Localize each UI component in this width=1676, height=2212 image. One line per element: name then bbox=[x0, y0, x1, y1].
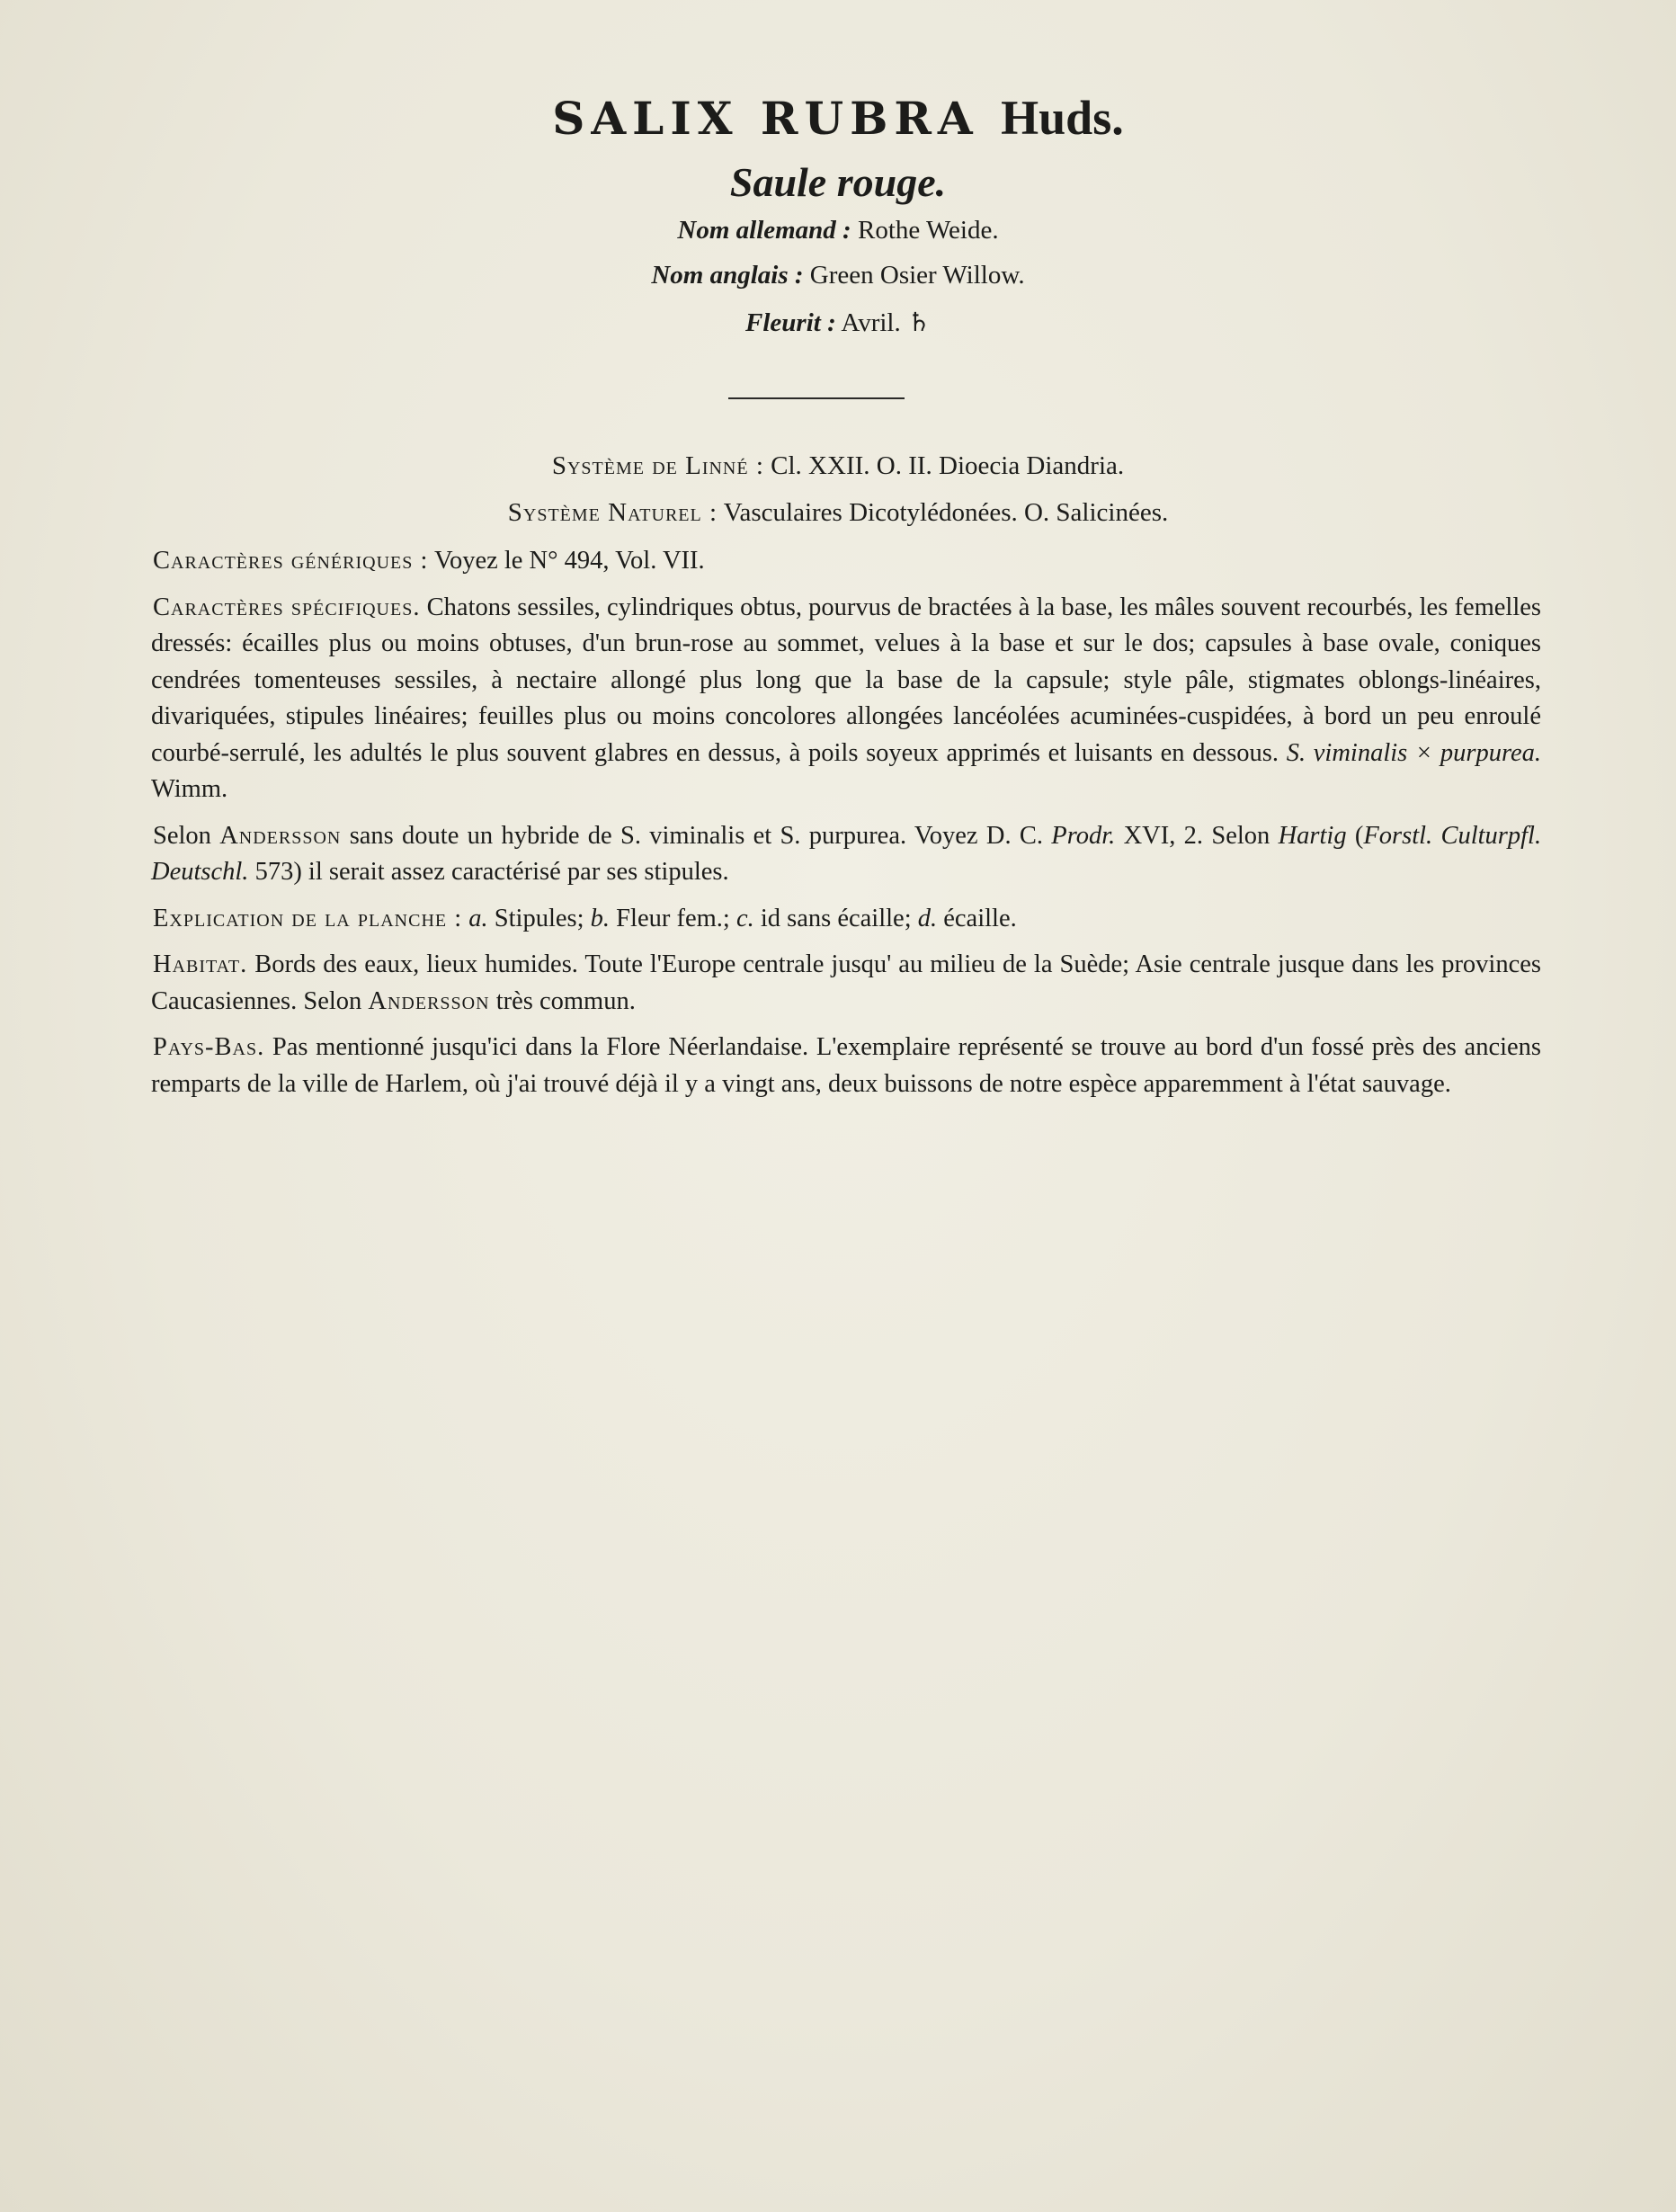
paysbas-label: Pays-Bas. bbox=[153, 1033, 265, 1061]
expl-c-text: id sans écaille; bbox=[760, 904, 912, 932]
specifiques-syn: S. viminalis × purpurea. bbox=[1286, 738, 1541, 767]
habitat-author: Andersson bbox=[368, 986, 490, 1015]
fleurit-line bbox=[0, 307, 1676, 338]
subtitle: Saule rouge. bbox=[729, 159, 947, 205]
selon1-a: Selon bbox=[153, 821, 211, 850]
selon1-c: XVI, 2. bbox=[1123, 821, 1204, 850]
systeme-naturel-line bbox=[0, 498, 1676, 528]
caracteres-generiques bbox=[151, 543, 1541, 580]
nom-allemand-line bbox=[0, 216, 1676, 245]
habitat bbox=[151, 947, 1541, 1020]
nom-anglais-value: Green Osier Willow. bbox=[809, 261, 1025, 290]
selon1-b: sans doute un hybride de S. viminalis et S. purpurea. Voyez D. C. bbox=[349, 821, 1043, 850]
systeme-linne-label: Système de Linné : bbox=[551, 451, 764, 480]
title-species: SALIX RUBRA bbox=[552, 92, 979, 145]
selon-paragraph: Selon Andersson sans doute un hybride de S. viminalis et S. purpurea. Voyez D. C. Prodr. XVI, 2. Selon Hartig (Forstl. Culturpfl. Deutschl. 573) il serait assez caractérisé par ses stipules. bbox=[151, 821, 1542, 886]
expl-b-text: Fleur fem.; bbox=[616, 904, 730, 932]
systeme-naturel-value: Vasculaires Dicotylédonées. O. Salicinées. bbox=[723, 498, 1169, 527]
systeme-linne-line bbox=[0, 451, 1676, 481]
author-hartig: Hartig bbox=[1278, 821, 1347, 850]
fleurit-label: Fleurit : bbox=[745, 308, 836, 337]
expl-d-text: écaille. bbox=[943, 904, 1017, 932]
expl-c-letter: c. bbox=[735, 904, 754, 932]
paysbas-text: Pas mentionné jusqu'ici dans la Flore Néerlandaise. L'exemplaire représenté se trouve au bord d'un fossé près des anciens remparts de la ville de Harlem, où j'ai trouvé déjà il y a vingt ans, deux buissons de notre espèce apparemment à l'état sauvage. bbox=[151, 1033, 1542, 1098]
caracteres-specifiques bbox=[151, 590, 1541, 808]
explication-label: Explication de la planche : bbox=[153, 904, 463, 932]
expl-a-letter: a. bbox=[468, 904, 488, 932]
author-andersson: Andersson bbox=[219, 821, 342, 850]
generiques-label: Caractères génériques : bbox=[153, 547, 429, 575]
nom-allemand-value: Rothe Weide. bbox=[857, 216, 999, 245]
expl-d-letter: d. bbox=[917, 904, 938, 932]
nom-anglais-line bbox=[0, 261, 1676, 290]
title-author: Huds. bbox=[1001, 91, 1124, 145]
expl-a-text: Stipules; bbox=[494, 904, 584, 932]
systeme-linne-value: Cl. XXII. O. II. Dioecia Diandria. bbox=[771, 451, 1125, 480]
hartig-ref: Forstl. Culturpfl. Deutschl. bbox=[151, 821, 1542, 886]
selon2-a: Selon bbox=[1211, 821, 1270, 850]
divider bbox=[728, 397, 905, 399]
expl-b-letter: b. bbox=[590, 904, 611, 932]
specifiques-syn-author: Wimm. bbox=[151, 775, 228, 803]
nom-allemand-label: Nom allemand : bbox=[677, 216, 851, 245]
explication-planche bbox=[151, 901, 1541, 938]
page-title bbox=[0, 90, 1676, 146]
specifiques-label: Caractères spécifiques. bbox=[153, 593, 421, 621]
habitat-label: Habitat. bbox=[153, 950, 248, 978]
selon2-b: 573) il serait assez caractérisé par ses stipules. bbox=[254, 858, 729, 886]
nom-anglais-label: Nom anglais : bbox=[651, 261, 804, 290]
pays-bas bbox=[151, 1030, 1541, 1102]
generiques-text: Voyez le N° 494, Vol. VII. bbox=[434, 547, 705, 575]
prodr-ref: Prodr. bbox=[1051, 821, 1116, 850]
habitat-text: Bords des eaux, lieux humides. Toute l'Europe centrale jusqu' au milieu de la Suède; Asie centrale jusque dans les provinces Caucasiennes. Selon bbox=[151, 950, 1541, 1015]
body-text bbox=[151, 543, 1541, 1112]
specifiques-text: Chatons sessiles, cylindriques obtus, pourvus de bractées à la base, les mâles souvent recourbés, les femelles dressés: écailles plus ou moins obtuses, d'un brun-rose au sommet, velues à la base et sur le dos; capsules à base ovale, coniques cendrées tomenteuses sessiles, à nectaire allongé plus long que la base de la capsule; style pâle, stigmates oblongs-linéaires, divariquées, stipules linéaires; feuilles plus ou moins concolores allongées lancéolées acuminées-cuspidées, à bord un peu enroulé courbé-serrulé, les adultés le plus souvent glabres en dessus, à poils soyeux apprimés et luisants en dessous. bbox=[151, 593, 1542, 767]
systeme-naturel-label: Système Naturel : bbox=[507, 498, 718, 527]
fleurit-value: Avril. ♄ bbox=[841, 308, 931, 337]
habitat-end: très commun. bbox=[495, 986, 636, 1015]
